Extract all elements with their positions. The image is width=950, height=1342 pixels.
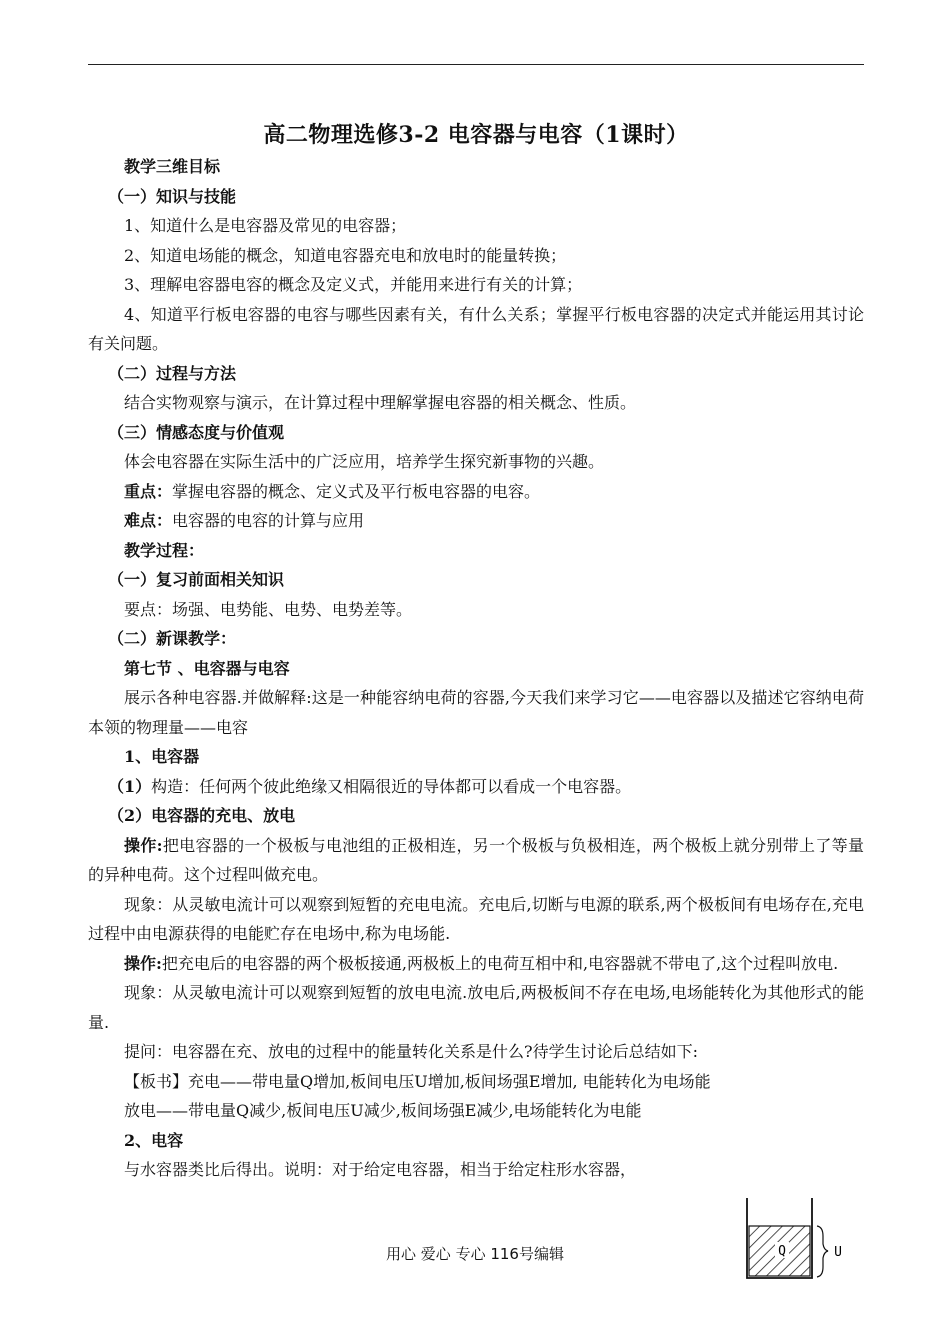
paragraph — [88, 1096, 864, 1126]
paragraph — [88, 595, 864, 625]
paragraph — [88, 654, 864, 684]
paragraph-text: 把电容器的一个极板与电池组的正极相连，另一个极板与负极相连，两个极板上就分别带上了等量的异种电荷。这个过程叫做充电。 — [88, 835, 864, 884]
paragraph — [88, 978, 864, 1037]
q-label: Q — [778, 1244, 786, 1259]
paragraph-text: 2、电容 — [124, 1130, 184, 1150]
water-container-figure — [744, 1196, 854, 1282]
paragraph — [88, 477, 864, 507]
paragraph-text: 构造：任何两个彼此绝缘又相隔很近的导体都可以看成一个电容器。 — [151, 776, 632, 796]
paragraph-text: 把充电后的电容器的两个极板接通,两极板上的电荷互相中和,电容器就不带电了,这个过程叫放电. — [161, 953, 839, 973]
paragraph-text: （二）过程与方法 — [108, 363, 237, 383]
paragraph — [88, 949, 864, 979]
paragraph-label: 操作: — [124, 953, 162, 973]
paragraph-text: 掌握电容器的概念、定义式及平行板电容器的电容。 — [172, 481, 541, 501]
paragraph-text: 第七节 、电容器与电容 — [124, 658, 290, 678]
paragraph-text: 结合实物观察与演示，在计算过程中理解掌握电容器的相关概念、性质。 — [124, 393, 637, 412]
paragraph-text: 现象：从灵敏电流计可以观察到短暂的放电电流.放电后,两极板间不存在电场,电场能转化为其他形式的能量. — [88, 983, 864, 1032]
paragraph-text: 1、电容器 — [124, 747, 200, 766]
paragraph — [88, 241, 864, 271]
paragraph-text: 提问：电容器在充、放电的过程中的能量转化关系是什么?待学生讨论后总结如下: — [124, 1042, 698, 1061]
paragraph-text: 4、知道平行板电容器的电容与哪些因素有关，有什么关系；掌握平行板电容器的决定式并能运用其讨论有关问题。 — [88, 304, 864, 353]
paragraph — [88, 300, 864, 359]
paragraph — [88, 1126, 864, 1156]
paragraph — [88, 447, 864, 477]
paragraph — [88, 1067, 864, 1097]
paragraph-text: 与水容器类比后得出。说明：对于给定电容器，相当于给定柱形水容器， — [124, 1160, 637, 1179]
paragraph — [88, 1037, 864, 1067]
document-body — [88, 152, 864, 1185]
paragraph-label: 操作: — [124, 835, 163, 855]
paragraph — [88, 772, 864, 802]
paragraph-label: （1） — [108, 776, 152, 796]
paragraph-text: 放电——带电量Q减少,板间电压U减少,板间场强E减少,电场能转化为电能 — [124, 1101, 642, 1120]
paragraph-text: 1、知道什么是电容器及常见的电容器； — [124, 216, 407, 235]
paragraph-text: 体会电容器在实际生活中的广泛应用，培养学生探究新事物的兴趣。 — [124, 452, 605, 471]
paragraph — [88, 152, 864, 182]
u-label: U — [834, 1245, 842, 1260]
paragraph-text: （2）电容器的充电、放电 — [108, 806, 296, 825]
page-footer: 用心 爱心 专心 116号编辑 — [386, 1245, 564, 1263]
paragraph-text: 【板书】充电——带电量Q增加,板间电压U增加,板间场强E增加, 电能转化为电场能 — [124, 1071, 711, 1091]
paragraph-text: 3、理解电容器电容的概念及定义式，并能用来进行有关的计算； — [124, 275, 583, 294]
paragraph-text: （一）知识与技能 — [108, 186, 237, 206]
paragraph — [88, 211, 864, 241]
paragraph-text: （一）复习前面相关知识 — [108, 570, 285, 589]
paragraph — [88, 418, 864, 448]
container-diagram — [744, 1196, 854, 1282]
paragraph — [88, 536, 864, 566]
paragraph — [88, 388, 864, 418]
paragraph-text: （三）情感态度与价值观 — [108, 422, 285, 442]
header-rule — [88, 64, 864, 65]
paragraph — [88, 270, 864, 300]
paragraph — [88, 683, 864, 742]
paragraph-text: 2、知道电场能的概念，知道电容器充电和放电时的能量转换； — [124, 245, 567, 265]
paragraph-text: 现象：从灵敏电流计可以观察到短暂的充电电流。充电后,切断与电源的联系,两个极板间有电场存在,充电过程中由电源获得的电能贮存在电场中,称为电场能. — [88, 894, 864, 943]
paragraph — [88, 890, 864, 949]
paragraph — [88, 182, 864, 212]
paragraph-text: 展示各种电容器.并做解释:这是一种能容纳电荷的容器,今天我们来学习它——电容器以及描述它容纳电荷本领的物理量——电容 — [88, 688, 864, 737]
paragraph-label: 难点： — [124, 511, 173, 530]
paragraph — [88, 359, 864, 389]
page-title: 高二物理选修3-2 电容器与电容（1课时） — [263, 122, 689, 148]
paragraph — [88, 1155, 728, 1185]
paragraph-text: 电容器的电容的计算与应用 — [172, 511, 365, 530]
paragraph-text: 要点：场强、电势能、电势、电势差等。 — [124, 599, 413, 619]
paragraph — [88, 565, 864, 595]
paragraph — [88, 624, 864, 654]
paragraph — [88, 831, 864, 890]
paragraph — [88, 742, 864, 772]
paragraph-text: （二）新课教学： — [108, 629, 237, 648]
paragraph-text: 教学三维目标 — [124, 157, 221, 176]
paragraph-label: 重点： — [124, 481, 173, 501]
paragraph-text: 教学过程： — [124, 540, 205, 560]
paragraph — [88, 506, 864, 536]
paragraph — [88, 801, 864, 831]
